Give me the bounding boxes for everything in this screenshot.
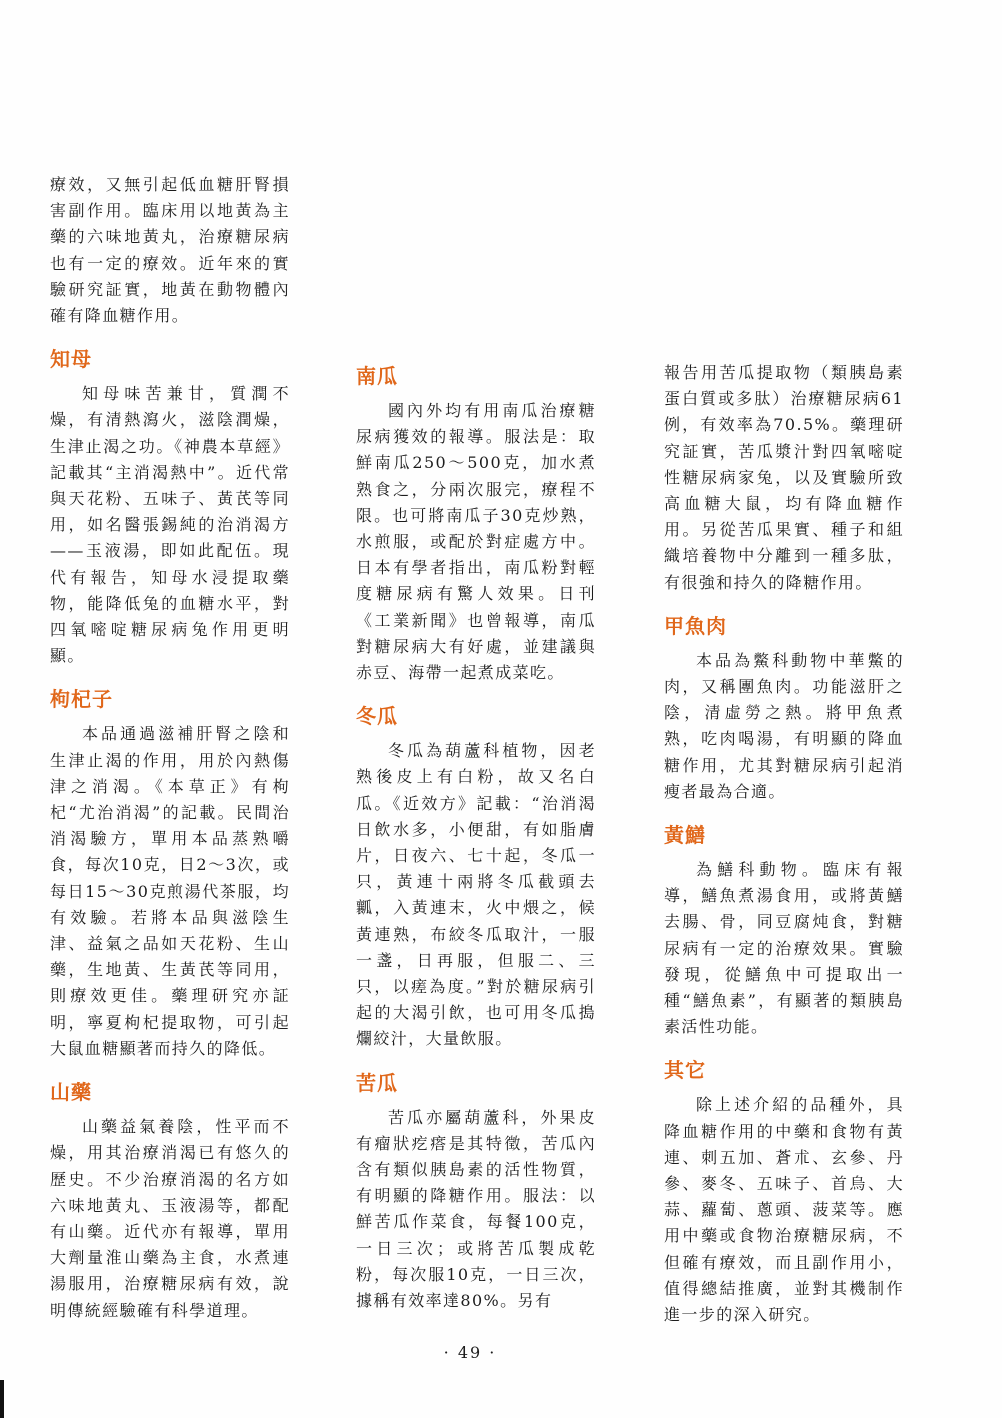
section-title-donggua: 冬瓜 bbox=[356, 704, 398, 729]
section-title-kugua: 苦瓜 bbox=[356, 1070, 398, 1095]
section-body-kugua: 苦瓜亦屬葫蘆科，外果皮有瘤狀疙瘩是其特徵，苦瓜內含有類似胰島素的活性物質，有明顯的降糖作用。服法：以鮮苦瓜作菜食，每餐100克，一日三次；或將苦瓜製成乾粉，每次服10克，一日三次，據稱有效率達80%。另有 bbox=[356, 1107, 596, 1311]
section-title-huangshan: 黃鱔 bbox=[664, 823, 706, 848]
column-3 bbox=[664, 360, 904, 1328]
section-body-qita: 除上述介紹的品種外，具降血糖作用的中藥和食物有黃連、刺五加、蒼朮、玄參、丹參、麥冬、五味子、首烏、大蒜、蘿蔔、蔥頭、菠菜等。應用中藥或食物治療糖尿病，不但確有療效，而且副作用小，值得總結推廣，並對其機制作進一步的深入研究。 bbox=[664, 1095, 904, 1325]
intro-paragraph: 療效，又無引起低血糖肝腎損害副作用。臨床用以地黃為主藥的六味地黃丸，治療糖尿病也有一定的療效。近年來的實驗研究証實，地黃在動物體內確有降血糖作用。 bbox=[50, 175, 290, 326]
section-title-qita: 其它 bbox=[664, 1058, 706, 1083]
section-body-jiayurou: 本品為鱉科動物中華鱉的肉，又稱團魚肉。功能滋肝之陰，清虛勞之熱。將甲魚煮熟，吃肉喝湯，有明顯的降血糖作用，尤其對糖尿病引起消瘦者最為合適。 bbox=[664, 650, 904, 801]
scan-edge-mark bbox=[0, 1380, 4, 1418]
section-title-gouqizi: 枸杞子 bbox=[50, 687, 113, 712]
section-body-shanyao: 山藥益氣養陰，性平而不燥，用其治療消渴已有悠久的歷史。不少治療消渴的名方如六味地黃丸、玉液湯等，都配有山藥。近代亦有報導，單用大劑量淮山藥為主食，水煮連湯服用，治療糖尿病有效，說明傳統經驗確有科學道理。 bbox=[50, 1117, 290, 1320]
section-body-nangua: 國內外均有用南瓜治療糖尿病獲效的報導。服法是：取鮮南瓜250～500克，加水煮熟食之，分兩次服完，療程不限。也可將南瓜子30克炒熟，水煎服，或配於對症處方中。日本有學者指出，南瓜粉對輕度糖尿病有驚人效果。日刊《工業新聞》也曾報導，南瓜對糖尿病大有好處，並建議與赤豆、海帶一起煮成菜吃。 bbox=[356, 401, 596, 683]
section-title-jiayurou: 甲魚肉 bbox=[664, 613, 727, 638]
section-title-nangua: 南瓜 bbox=[356, 364, 398, 388]
section-body-donggua: 冬瓜為葫蘆科植物，因老熟後皮上有白粉，故又名白瓜。《近效方》記載：“治消渴日飲水多，小便甜，有如脂膚片，日夜六、七十起，冬瓜一只，黃連十兩將冬瓜截頭去瓤，入黃連末，火中煨之，候黃連熟，布絞冬瓜取汁，一服一盞，日再服，但服二、三只，以瘥為度。”對於糖尿病引起的大渴引飲，也可用冬瓜搗爛絞汁，大量飲服。 bbox=[356, 741, 596, 1049]
section-title-shanyao: 山藥 bbox=[50, 1080, 92, 1105]
section-body-zhimu: 知母味苦兼甘，質潤不燥，有清熱瀉火，滋陰潤燥，生津止渴之功。《神農本草經》記載其“主消渴熱中”。近代常與天花粉、五味子、黃芪等同用，如名醫張錫純的治消渴方——玉液湯，即如此配伍。現代有報告，知母水浸提取藥物，能降低兔的血糖水平，對四氧嘧啶糖尿病兔作用更明顯。 bbox=[50, 384, 290, 666]
continuation-paragraph: 報告用苦瓜提取物（類胰島素蛋白質或多肽）治療糖尿病61例，有效率為70.5%。藥理研究証實，苦瓜漿汁對四氧嘧啶性糖尿病家兔，以及實驗所致高血糖大鼠，均有降血糖作用。另從苦瓜果實、種子和組織培養物中分離到一種多肽，有很強和持久的降糖作用。 bbox=[664, 363, 904, 592]
column-2 bbox=[356, 362, 596, 1314]
section-body-huangshan: 為鱔科動物。臨床有報導，鱔魚煮湯食用，或將黃鱔去腸、骨，同豆腐炖食，對糖尿病有一定的治療效果。實驗發現，從鱔魚中可提取出一種“鱔魚素”，有顯著的類胰島素活性功能。 bbox=[664, 860, 904, 1037]
page-number: · 49 · bbox=[443, 1343, 497, 1362]
section-body-gouqizi: 本品通過滋補肝腎之陰和生津止渴的作用，用於內熱傷津之消渴。《本草正》有枸杞“尤治消渴”的記載。民間治消渴驗方，單用本品蒸熟嚼食，每次10克，日2～3次，或每日15～30克煎湯代茶服，均有效驗。若將本品與滋陰生津、益氣之品如天花粉、生山藥，生地黃、生黃芪等同用，則療效更佳。藥理研究亦証明，寧夏枸杞提取物，可引起大鼠血糖顯著而持久的降低。 bbox=[50, 724, 290, 1058]
section-title-zhimu: 知母 bbox=[50, 347, 92, 372]
column-1 bbox=[50, 172, 290, 1324]
